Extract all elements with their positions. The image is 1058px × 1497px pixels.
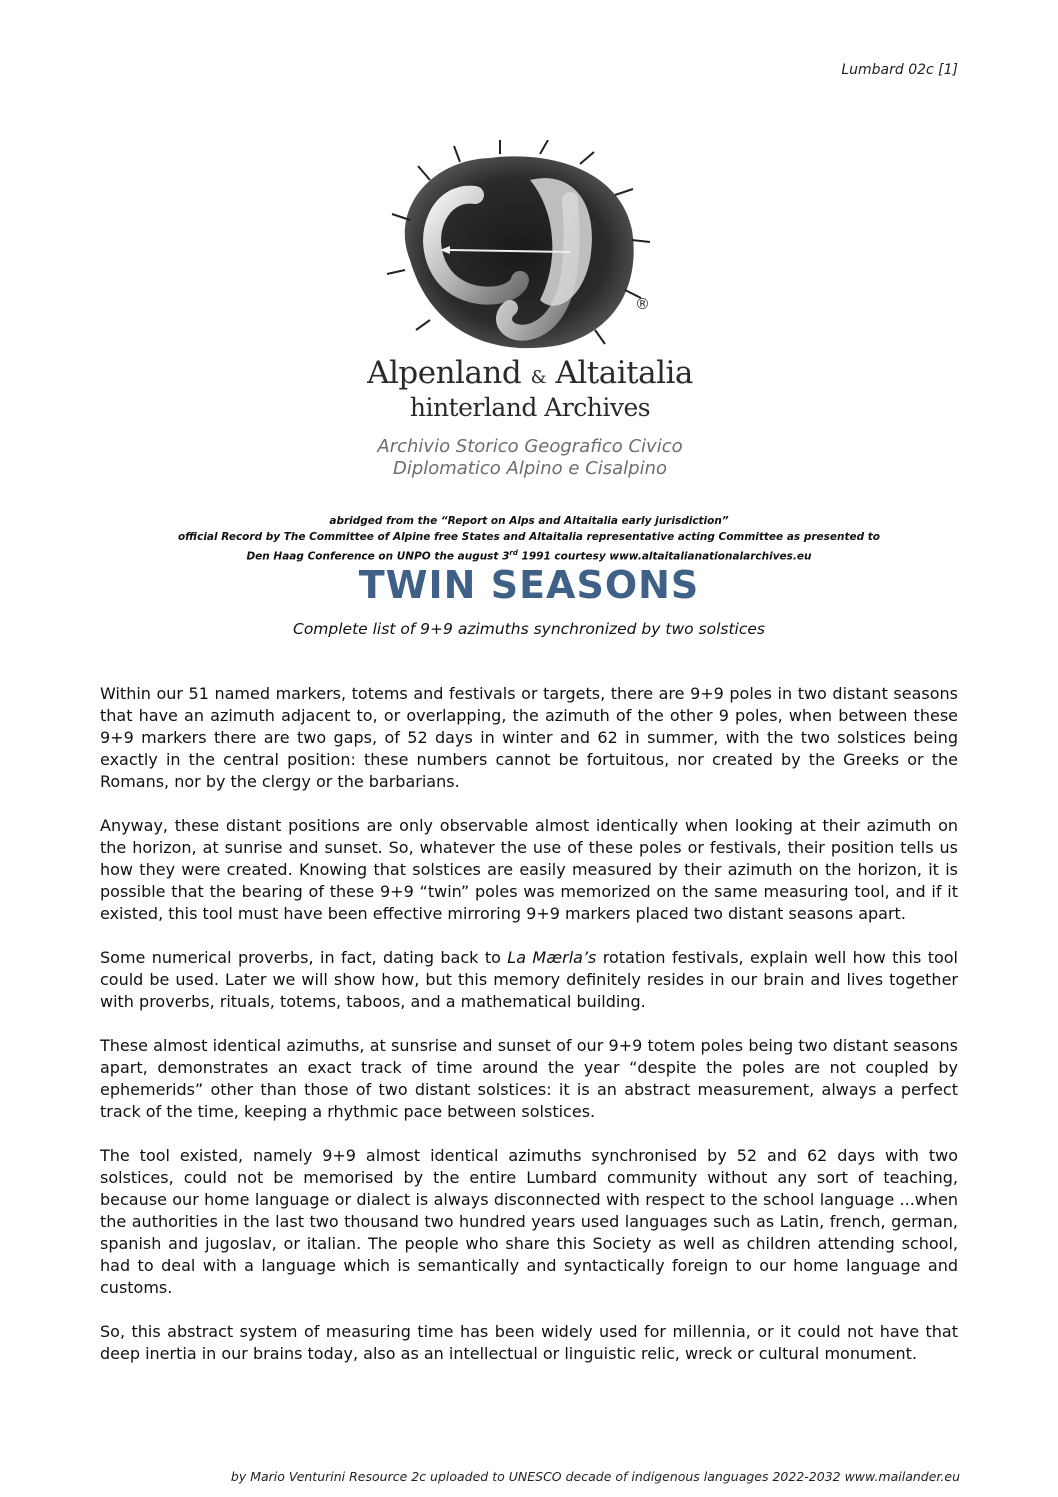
body-text (100, 683, 958, 1387)
footer-credit: by Mario Venturini Resource 2c uploaded to UNESCO decade of indigenous languages 2022-2032 www.mailander.eu (230, 1469, 960, 1484)
document-title: TWIN SEASONS (358, 563, 700, 607)
source-line2: official Record by The Committee of Alpine free States and Altaitalia representative acting Committee as presented to (177, 531, 881, 543)
org-name-line1: Alpenland & Altaitalia (367, 355, 693, 391)
source-line1: abridged from the “Report on Alps and Altaitalia early jurisdiction” (329, 515, 729, 527)
paragraph-6: So, this abstract system of measuring time has been widely used for millennia, or it could not have that deep inertia in our brains today, also as an intellectual or linguistic relic, wreck or cultural monument. (100, 1322, 958, 1363)
org-subtitle-line2: Diplomatico Alpino e Cisalpino (392, 458, 668, 479)
festival-name: La Mærla’s (507, 948, 597, 967)
paragraph-5: The tool existed, namely 9+9 almost identical azimuths synchronised by 52 and 62 days with two solstices, could not be memorised by the entire Lumbard community without any sort of teaching, because our home language or dialect is always disconnected with respect to the school language ...when the authorities in the last two thousand two hundred years used languages such as Latin, french, german, spanish and jugoslav, or italian. The people who share this Society as well as children attending school, had to deal with a language which is semantically and syntactically foreign to our home language and customs. (100, 1146, 958, 1297)
archives-emblem (370, 140, 670, 360)
document-subtitle: Complete list of 9+9 azimuths synchronized by two solstices (293, 620, 765, 638)
org-subtitle-line1: Archivio Storico Geografico Civico (377, 436, 683, 457)
archives-logo (300, 140, 760, 500)
registered-mark: ® (635, 295, 650, 313)
paragraph-4: These almost identical azimuths, at sunsrise and sunset of our 9+9 totem poles being two distant seasons apart, demonstrates an exact track of time around the year “despite the poles are not coupled by ephemerids” other than those of two distant solstices: it is an abstract measurement, always a perfect track of the time, keeping a rhythmic pace between solstices. (100, 1036, 958, 1121)
org-name-line2: hinterland Archives (409, 393, 651, 422)
paragraph-3: Some numerical proverbs, in fact, dating back to La Mærla’s rotation festivals, explain well how this tool could be used. Later we will show how, but this memory definitely resides in our brain and lives together with proverbs, rituals, totems, taboos, and a mathematical building. (100, 948, 958, 1011)
source-line3: Den Haag Conference on UNPO the august 3rd 1991 courtesy www.altaitalianationalarchives.eu (246, 549, 812, 563)
source-citation (60, 513, 998, 565)
paragraph-1: Within our 51 named markers, totems and festivals or targets, there are 9+9 poles in two distant seasons that have an azimuth adjacent to, or overlapping, the azimuth of the other 9 poles, when between these 9+9 markers there are two gaps, of 52 days in winter and 62 in summer, with the two solstices being exactly in the central position: these numbers cannot be fortuitous, nor created by the Greeks or the Romans, nor by the clergy or the barbarians. (100, 684, 958, 791)
paragraph-2: Anyway, these distant positions are only observable almost identically when looking at their azimuth on the horizon, at sunrise and sunset. So, whatever the use of these poles or festivals, their position tells us how they were created. Knowing that solstices are easily measured by their azimuth on the horizon, it is possible that the bearing of these 9+9 “twin” poles was memorized on the same measuring tool, and if it existed, this tool must have been effective mirroring 9+9 markers placed two distant seasons apart. (100, 816, 958, 923)
page-reference: Lumbard 02c [1] (841, 62, 958, 78)
